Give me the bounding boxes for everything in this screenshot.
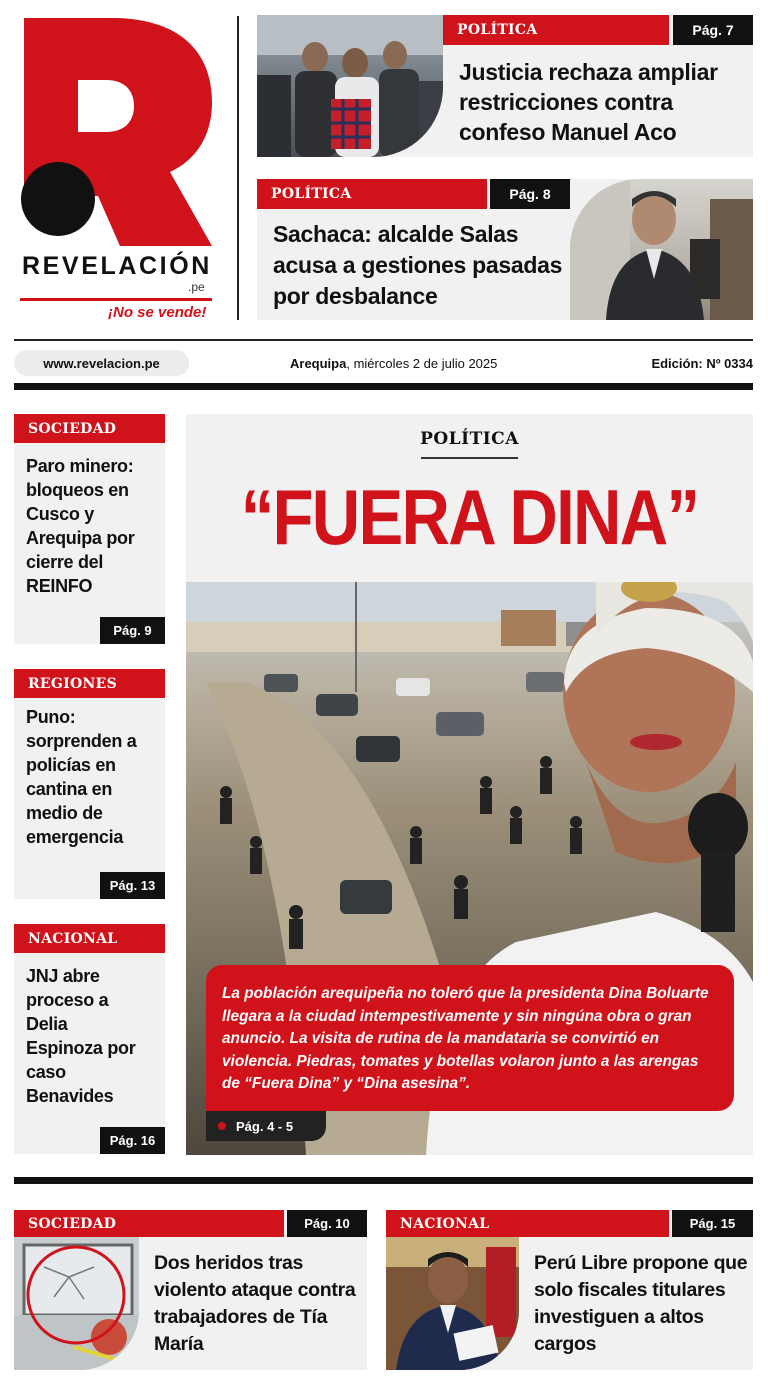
sidebar-story-puno-page: Pág. 13 xyxy=(100,872,165,899)
masthead-divider xyxy=(237,16,239,320)
top-story-sachaca-photo xyxy=(570,179,753,320)
top-story-aco-page: Pág. 7 xyxy=(673,15,753,45)
dateline xyxy=(290,356,497,371)
sidebar-story-jnj-section[interactable]: NACIONAL xyxy=(14,924,165,953)
edition-number: Edición: Nº 0334 xyxy=(651,356,753,371)
main-story-section-rule xyxy=(421,457,518,459)
website-pill[interactable]: www.revelacion.pe xyxy=(14,350,189,376)
logo-rule xyxy=(20,298,212,301)
sidebar-story-puno[interactable] xyxy=(14,669,165,899)
top-story-aco-headline[interactable]: Justicia rechaza ampliar restricciones contra confeso Manuel Aco xyxy=(459,59,718,145)
sidebar-story-paro-headline[interactable]: Paro minero: bloqueos en Cusco y Arequipa por cierre del REINFO xyxy=(26,456,135,596)
logo-slogan: ¡No se vende! xyxy=(108,304,207,321)
bottom-story-peru-libre-section[interactable]: NACIONAL xyxy=(386,1210,669,1237)
main-story-summary: La población arequipeña no toleró que la presidenta Dina Boluarte llegara a la ciudad intempestivamente y sin ningúna obra o gran anuncio. La visita de rutina de la mandataria se convirtió en violencia. Piedras, tomates y botellas volaron junto a las arengas de “Fuera Dina” y “Dina asesina”. xyxy=(222,985,709,1092)
main-story[interactable] xyxy=(186,414,753,1155)
dateline-date: , miércoles 2 de julio 2025 xyxy=(346,356,498,371)
logo-wordmark: REVELACIÓN xyxy=(22,252,212,280)
bottom-story-tia-maria-section[interactable]: SOCIEDAD xyxy=(14,1210,284,1237)
dateline-city: Arequipa xyxy=(290,356,347,371)
sidebar-story-jnj-headline[interactable]: JNJ abre proceso a Delia Espinoza por caso Benavides xyxy=(26,966,136,1106)
top-story-aco[interactable] xyxy=(257,15,753,157)
top-story-sachaca-section[interactable]: POLÍTICA xyxy=(257,179,487,209)
sidebar-story-paro-page: Pág. 9 xyxy=(100,617,165,644)
main-story-page-tag xyxy=(206,1111,326,1141)
bottom-section-rule xyxy=(14,1177,753,1184)
main-story-summary-box[interactable] xyxy=(206,965,734,1111)
top-story-aco-section[interactable]: POLÍTICA xyxy=(443,15,669,45)
logo-r-mark xyxy=(20,14,220,254)
info-bar-bottom-rule xyxy=(14,383,753,390)
sidebar-story-puno-headline[interactable]: Puno: sorprenden a policías en cantina en medio de emergencia xyxy=(26,707,137,847)
bottom-story-tia-maria-page: Pág. 10 xyxy=(287,1210,367,1237)
bullet-dot-icon xyxy=(218,1122,226,1130)
bottom-story-tia-maria[interactable] xyxy=(14,1210,367,1370)
sidebar-story-jnj-page: Pág. 16 xyxy=(100,1127,165,1154)
bottom-story-peru-libre-headline[interactable]: Perú Libre propone que solo fiscales titulares investiguen a altos cargos xyxy=(534,1252,748,1355)
sidebar-story-jnj[interactable] xyxy=(14,924,165,1154)
bottom-story-peru-libre-photo xyxy=(386,1237,519,1370)
bottom-story-tia-maria-photo xyxy=(14,1237,139,1370)
top-story-sachaca-headline[interactable]: Sachaca: alcalde Salas acusa a gestiones pasadas por desbalance xyxy=(273,221,563,309)
logo-domain: .pe xyxy=(188,280,205,294)
bottom-story-tia-maria-headline[interactable]: Dos heridos tras violento ataque contra trabajadores de Tía María xyxy=(154,1252,356,1355)
bottom-story-peru-libre[interactable] xyxy=(386,1210,753,1370)
bottom-story-peru-libre-page: Pág. 15 xyxy=(672,1210,753,1237)
sidebar-story-paro-section[interactable]: SOCIEDAD xyxy=(14,414,165,443)
masthead-logo[interactable] xyxy=(20,14,220,324)
main-story-headline[interactable]: “FUERA DINA” xyxy=(240,473,699,561)
main-story-section[interactable]: POLÍTICA xyxy=(420,429,519,449)
top-story-sachaca[interactable] xyxy=(257,179,753,320)
top-story-sachaca-page: Pág. 8 xyxy=(490,179,570,209)
info-bar-top-rule xyxy=(14,339,753,341)
sidebar-story-puno-section[interactable]: REGIONES xyxy=(14,669,165,698)
top-story-aco-photo xyxy=(257,15,443,157)
main-story-page: Pág. 4 - 5 xyxy=(236,1118,294,1134)
sidebar-story-paro[interactable] xyxy=(14,414,165,644)
